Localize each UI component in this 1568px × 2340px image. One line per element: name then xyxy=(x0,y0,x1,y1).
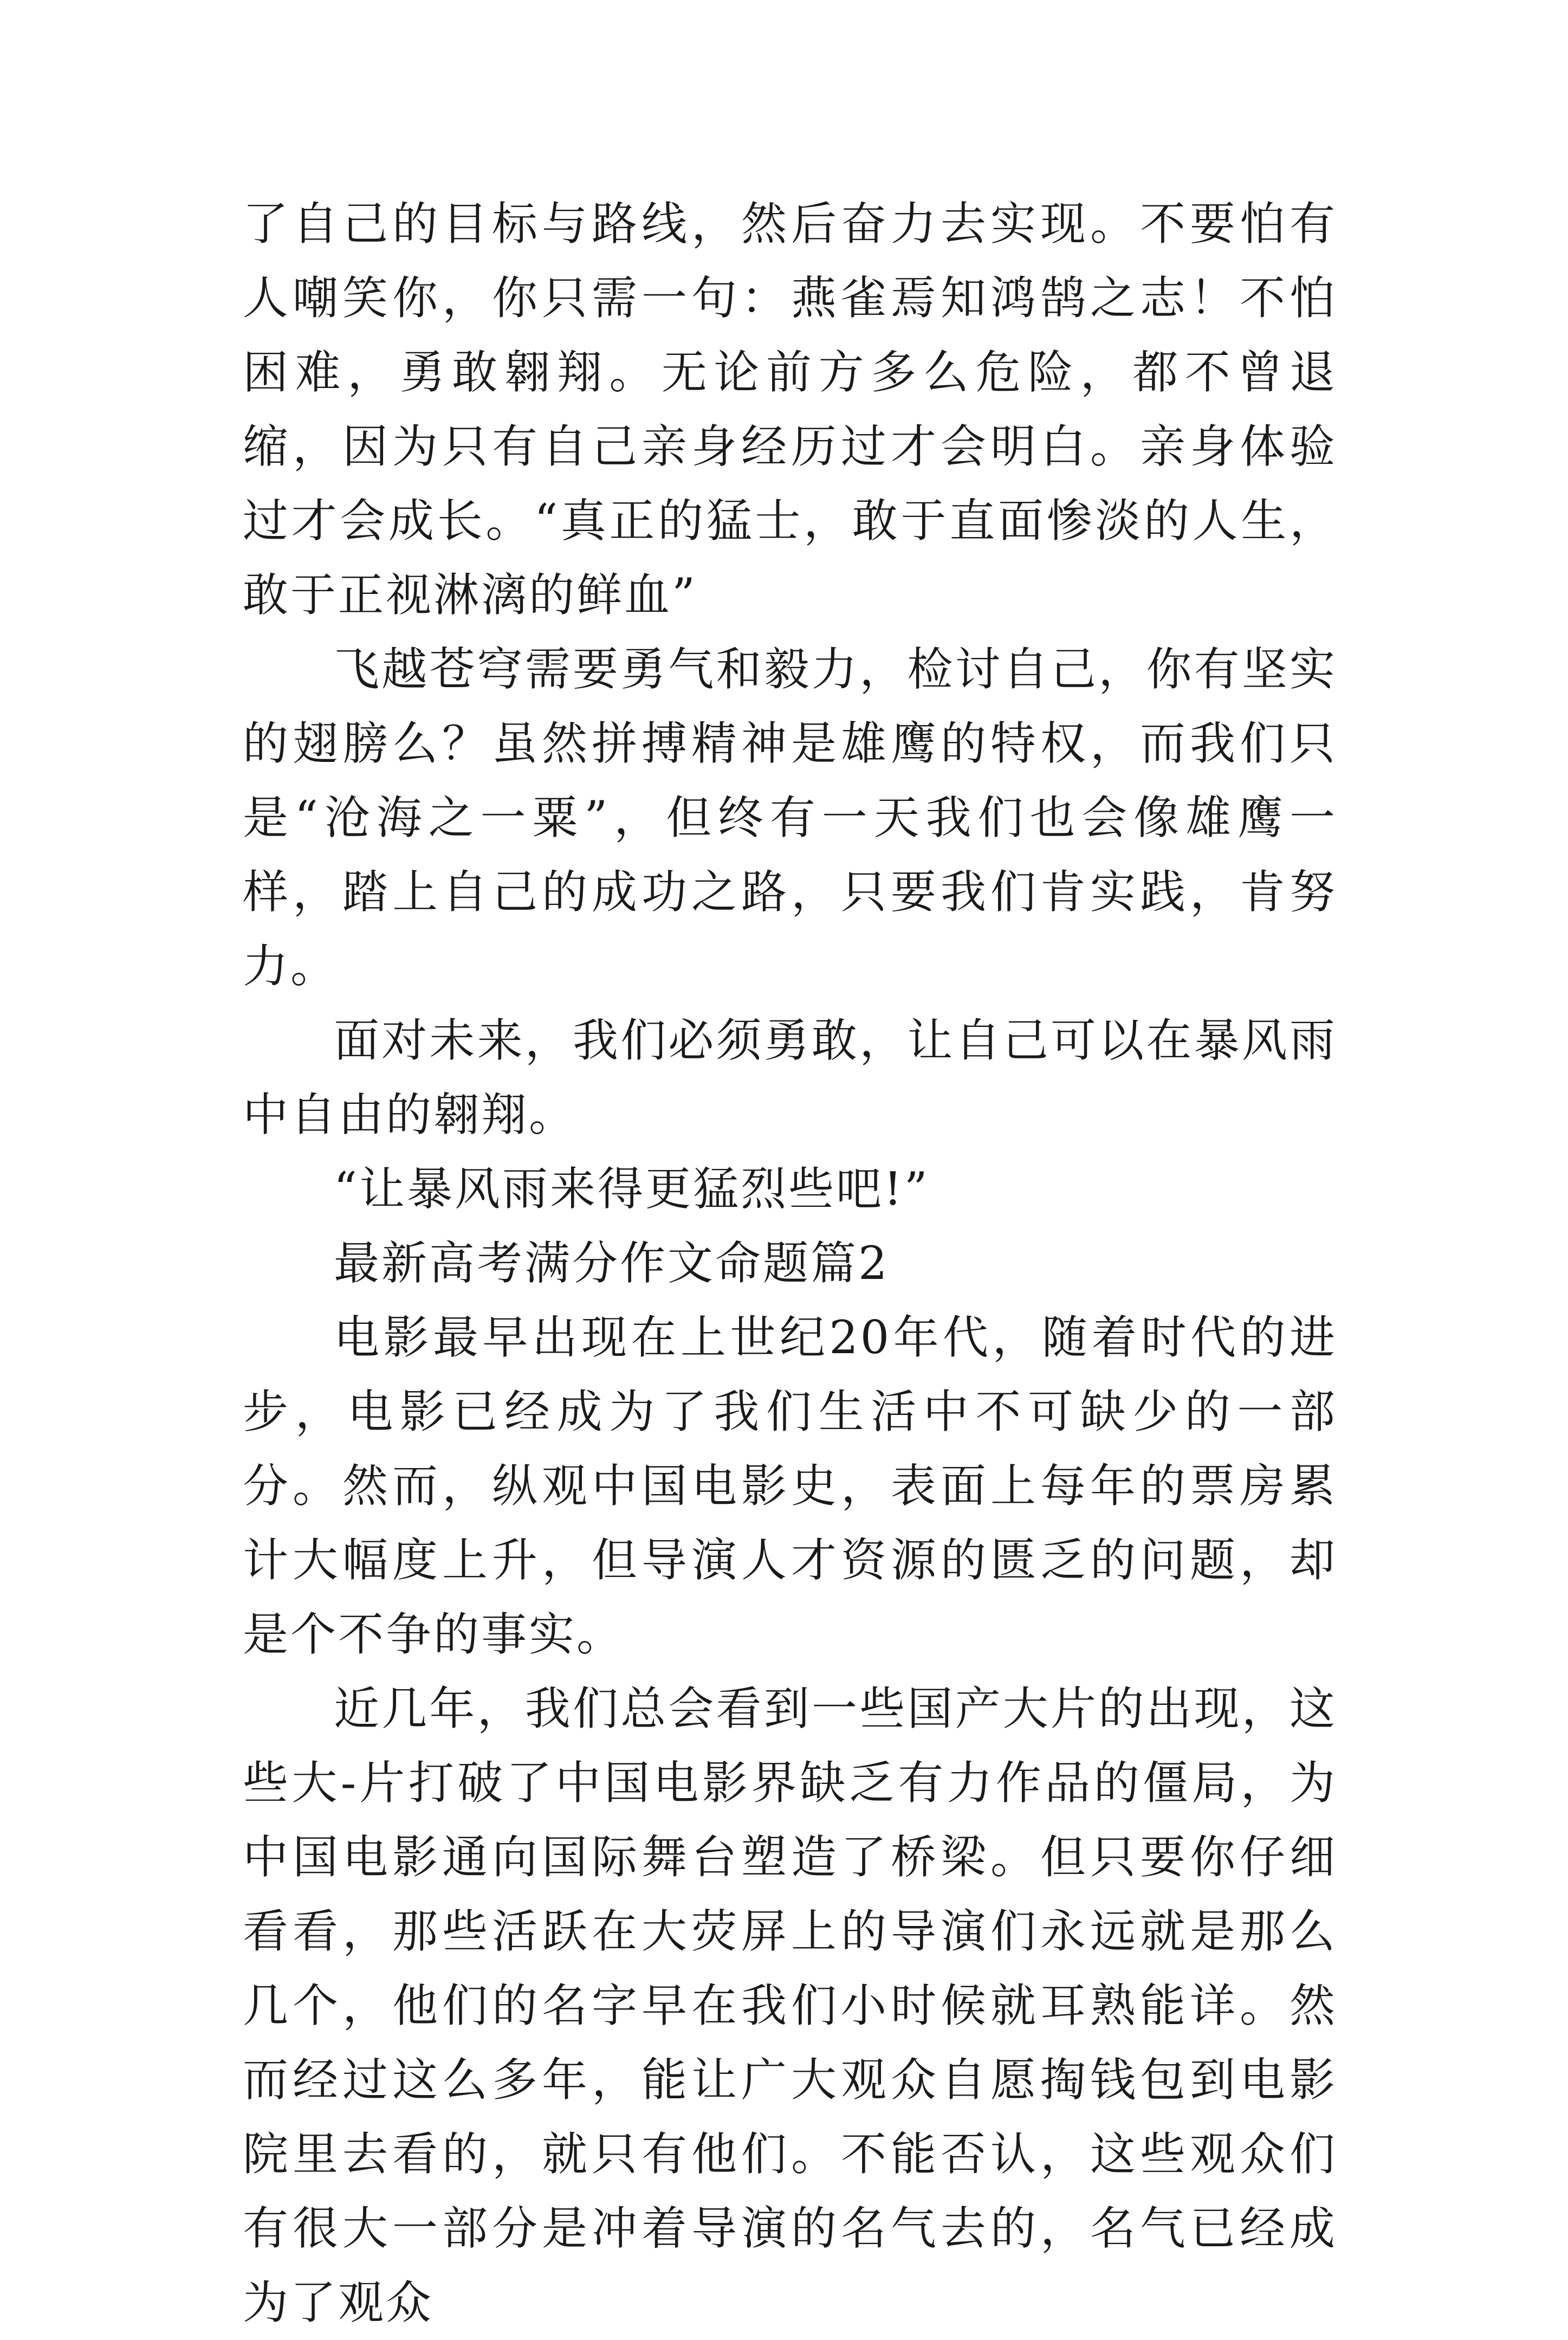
paragraph-continuation: 了自己的目标与路线，然后奋力去实现。不要怕有人嘲笑你，你只需一句：燕雀焉知鸿鹄之志！不怕困难，勇敢翱翔。无论前方多么危险，都不曾退缩，因为只有自己亲身经历过才会明白。亲身体验过才会成长。“真正的猛士，敢于直面惨淡的人生，敢于正视淋漓的鲜血” xyxy=(243,197,1337,622)
quote-line: “让暴风雨来得更猛烈些吧!” xyxy=(334,1162,930,1216)
paragraph: 近几年，我们总会看到一些国产大片的出现，这些大-片打破了中国电影界缺乏有力作品的僵局，为中国电影通向国际舞台塑造了桥梁。但只要你仔细看看，那些活跃在大荧屏上的导演们永远就是那么几个，他们的名字早在我们小时候就耳熟能详。然而经过这么多年，能让广大观众自愿掏钱包到电影院里去看的，就只有他们。不能否认，这些观众们有很大一部分是冲着导演的名气去的，名气已经成为了观众 xyxy=(243,1682,1337,2329)
paragraph: 飞越苍穹需要勇气和毅力，检讨自己，你有坚实的翅膀么？虽然拼搏精神是雄鹰的特权，而我们只是“沧海之一粟”，但终有一天我们也会像雄鹰一样，踏上自己的成功之路，只要我们肯实践，肯努力。 xyxy=(243,643,1337,993)
section-title: 最新高考满分作文命题篇2 xyxy=(334,1237,890,1290)
paragraph: 电影最早出现在上世纪20年代，随着时代的进步，电影已经成为了我们生活中不可缺少的一部分。然而，纵观中国电影史，表面上每年的票房累计大幅度上升，但导演人才资源的匮乏的问题，却是个不争的事实。 xyxy=(243,1311,1337,1661)
paragraph: 面对未来，我们必须勇敢，让自己可以在暴风雨中自由的翱翔。 xyxy=(243,1014,1337,1141)
document-body xyxy=(243,187,1337,2340)
